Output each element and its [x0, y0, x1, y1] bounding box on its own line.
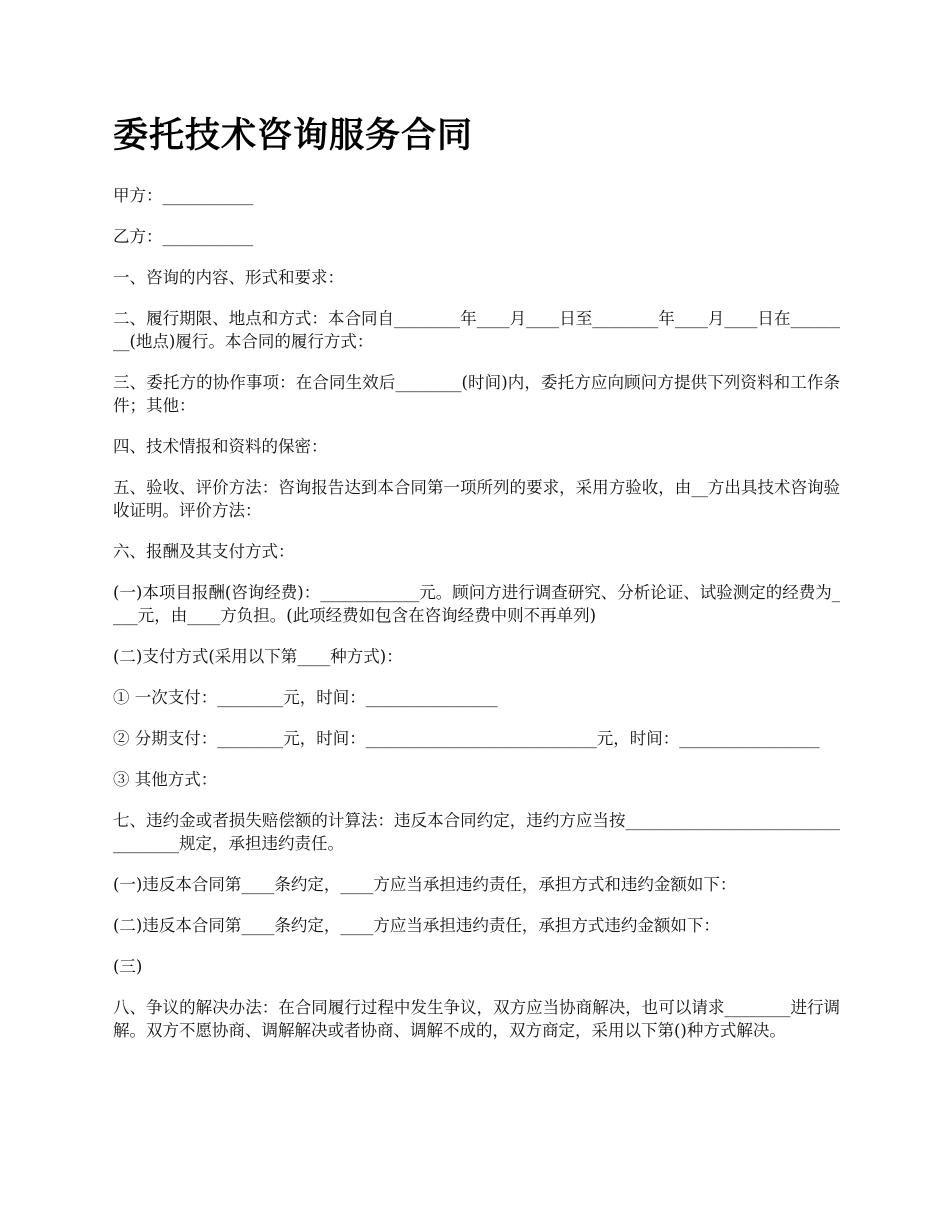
- clause-8-dispute-resolution: 八、争议的解决办法：在合同履行过程中发生争议，双方应当协商解决，也可以请求________进行调解。双方不愿协商、调解解决或者协商、调解不成的，双方商定，采用以下第()种方式解决。: [113, 998, 840, 1040]
- payment-option-lump-sum: ① 一次支付：________元，时间：________________: [113, 688, 498, 707]
- payment-option-installment: ② 分期支付：________元，时间：____________________________元，时间：_________________: [113, 729, 820, 748]
- page-title: 委托技术咨询服务合同: [113, 116, 474, 156]
- clause-3-cooperation: 三、委托方的协作事项：在合同生效后________(时间)内，委托方应向顾问方提供下列资料和工作条件；其他：: [113, 373, 840, 415]
- clause-6-payment: 六、报酬及其支付方式：: [113, 542, 295, 561]
- document-page: [113, 110, 840, 1060]
- clause-2-performance-term: 二、履行期限、地点和方式：本合同自________年____月____日至________年____月____日在________(地点)履行。本合同的履行方式：: [113, 309, 840, 351]
- clause-1-consulting-content: 一、咨询的内容、形式和要求：: [113, 268, 344, 287]
- clause-5-acceptance: 五、验收、评价方法：咨询报告达到本合同第一项所列的要求，采用方验收，由__方出具技术咨询验收证明。评价方法：: [113, 478, 840, 520]
- clause-6-2-payment-method: (二)支付方式(采用以下第____种方式)：: [113, 647, 403, 666]
- clause-4-confidentiality: 四、技术情报和资料的保密：: [113, 437, 328, 456]
- party-a-line: 甲方：___________: [113, 186, 254, 205]
- clause-7-3: (三): [113, 957, 143, 976]
- clause-7-2-breach: (二)违反本合同第____条约定，____方应当承担违约责任，承担方式违约金额如下：: [113, 916, 720, 935]
- clause-7-liquidated-damages: 七、违约金或者损失赔偿额的计算法：违反本合同约定，违约方应当按__________________________________规定，承担违约责任。: [113, 811, 840, 853]
- clause-6-1-fee: (一)本项目报酬(咨询经费)：____________元。顾问方进行调查研究、分析论证、试验测定的经费为____元，由____方负担。(此项经费如包含在咨询经费中则不再单列): [113, 583, 840, 625]
- payment-option-other: ③ 其他方式：: [113, 770, 218, 789]
- party-b-line: 乙方：___________: [113, 227, 254, 246]
- clause-7-1-breach: (一)违反本合同第____条约定，____方应当承担违约责任，承担方式和违约金额如下：: [113, 875, 737, 894]
